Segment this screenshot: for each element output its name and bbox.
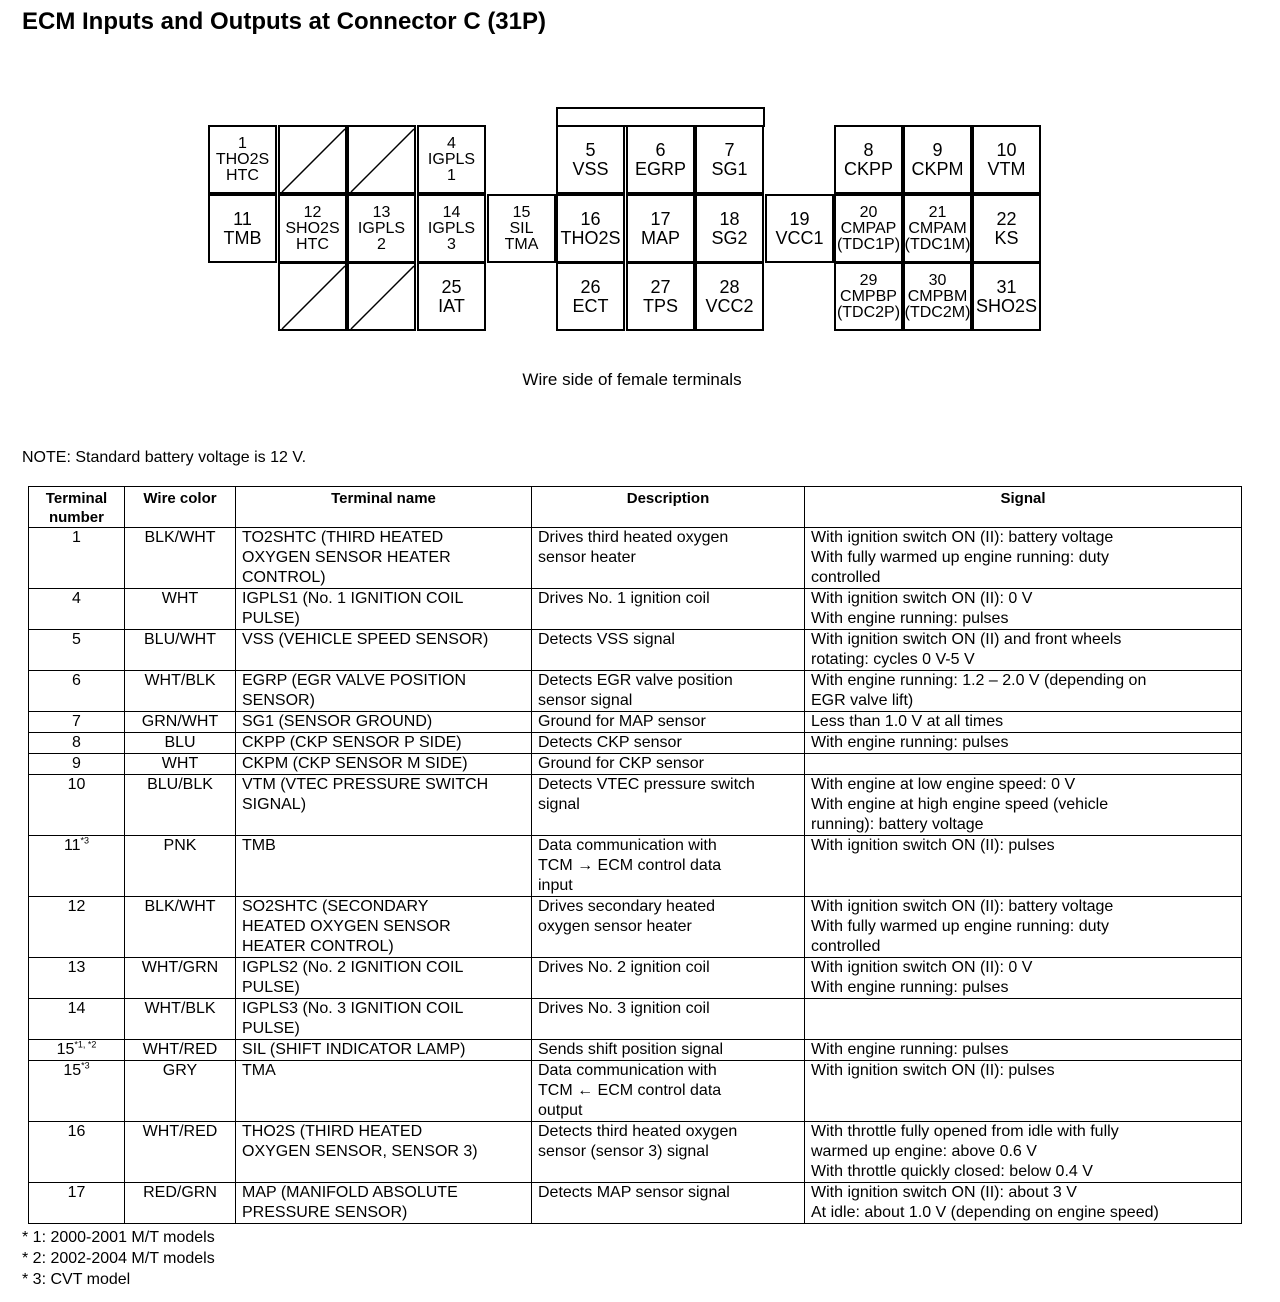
table-row	[29, 999, 1242, 1040]
cell-signal	[805, 528, 1242, 589]
terminal-table	[28, 486, 1242, 1224]
connector-blank-cell	[278, 125, 347, 194]
terminal-number: 13	[372, 203, 391, 221]
cell-wire-color: WHT/BLK	[125, 671, 236, 712]
terminal-number-value: 4	[72, 590, 81, 607]
cell-signal	[805, 589, 1242, 630]
cell-signal	[805, 630, 1242, 671]
terminal-label: SHO2S	[975, 295, 1038, 316]
terminal-number-value: 17	[67, 1184, 86, 1201]
cell-signal	[805, 733, 1242, 754]
cell-wire-color: BLK/WHT	[125, 897, 236, 958]
cell-line: With engine at high engine speed (vehicle	[811, 796, 1109, 813]
cell-wire-color: WHT/RED	[125, 1040, 236, 1061]
terminal-number: 9	[932, 139, 943, 160]
cell-terminal-number	[29, 671, 125, 712]
header-signal: Signal	[805, 487, 1242, 528]
cell-line: IGPLS3 (No. 3 IGNITION COIL	[242, 1000, 464, 1017]
cell-terminal-name	[236, 1061, 532, 1122]
terminal-number: 12	[303, 203, 322, 221]
connector-terminal-20	[834, 194, 903, 263]
table-row	[29, 754, 1242, 775]
diagonal-slash-icon	[349, 264, 416, 331]
cell-signal	[805, 671, 1242, 712]
table-row	[29, 775, 1242, 836]
terminal-label: CMPAP (TDC1P)	[836, 219, 901, 253]
cell-line: SIGNAL)	[242, 796, 307, 813]
cell-signal	[805, 754, 1242, 775]
footnote-marker: *3	[81, 1060, 90, 1071]
cell-terminal-name	[236, 1040, 532, 1061]
connector-terminal-25	[417, 262, 486, 331]
connector-terminal-27	[626, 262, 695, 331]
cell-description	[532, 754, 805, 775]
terminal-number-value: 15	[56, 1041, 75, 1058]
cell-terminal-name	[236, 630, 532, 671]
terminal-number: 14	[442, 203, 461, 221]
cell-terminal-name	[236, 958, 532, 999]
cell-wire-color: BLU/WHT	[125, 630, 236, 671]
terminal-label: VCC2	[705, 295, 754, 316]
terminal-number: 1	[238, 134, 247, 152]
cell-line: TMA	[242, 1062, 276, 1079]
terminal-label: SG1	[711, 158, 748, 179]
cell-line: OXYGEN SENSOR HEATER	[242, 549, 451, 566]
table-row	[29, 1122, 1242, 1183]
cell-line: At idle: about 1.0 V (depending on engine speed)	[811, 1204, 1159, 1221]
table-row	[29, 712, 1242, 733]
terminal-number: 31	[996, 276, 1017, 297]
cell-line: With ignition switch ON (II): battery voltage	[811, 529, 1114, 546]
cell-line: running): battery voltage	[811, 816, 984, 833]
terminal-label: SHO2S HTC	[285, 219, 340, 253]
table-row	[29, 630, 1242, 671]
terminal-label: EGRP	[634, 158, 686, 179]
connector-terminal-10	[972, 125, 1041, 194]
terminal-label: IGPLS 3	[427, 219, 476, 253]
connector-terminal-11	[208, 194, 277, 263]
terminal-label: SG2	[711, 227, 748, 248]
terminal-number-value: 6	[72, 672, 81, 689]
cell-line: PULSE)	[242, 979, 300, 996]
terminal-label: KS	[994, 227, 1019, 248]
cell-line: sensor (sensor 3) signal	[538, 1143, 709, 1160]
connector-terminal-5	[556, 125, 625, 194]
cell-terminal-name	[236, 754, 532, 775]
cell-signal	[805, 775, 1242, 836]
footnote: * 3: CVT model	[22, 1271, 131, 1288]
terminal-number-value: 7	[72, 713, 81, 730]
cell-terminal-number	[29, 958, 125, 999]
cell-line: SENSOR)	[242, 692, 315, 709]
cell-line: oxygen sensor heater	[538, 918, 692, 935]
connector-terminal-14	[417, 194, 486, 263]
cell-terminal-number	[29, 897, 125, 958]
cell-line: MAP (MANIFOLD ABSOLUTE	[242, 1184, 458, 1201]
header-wire-color: Wire color	[125, 487, 236, 528]
diagonal-slash-icon	[280, 264, 347, 331]
cell-signal	[805, 1040, 1242, 1061]
cell-line: TCM ← ECM control data	[538, 1082, 722, 1099]
footnotes	[22, 1227, 215, 1290]
cell-line: CKPP (CKP SENSOR P SIDE)	[242, 734, 462, 751]
table-row	[29, 528, 1242, 589]
cell-line: CONTROL)	[242, 569, 326, 586]
terminal-label: VSS	[572, 158, 609, 179]
terminal-label: VCC1	[775, 227, 824, 248]
cell-wire-color: WHT	[125, 589, 236, 630]
diagonal-slash-icon	[280, 127, 347, 194]
connector-terminal-6	[626, 125, 695, 194]
cell-terminal-number	[29, 1040, 125, 1061]
cell-terminal-number	[29, 775, 125, 836]
cell-wire-color: WHT/RED	[125, 1122, 236, 1183]
cell-terminal-name	[236, 733, 532, 754]
connector-blank-cell	[278, 262, 347, 331]
cell-description	[532, 733, 805, 754]
cell-description	[532, 1122, 805, 1183]
terminal-number: 6	[655, 139, 666, 160]
cell-description	[532, 671, 805, 712]
cell-signal	[805, 836, 1242, 897]
cell-line: PULSE)	[242, 1020, 300, 1037]
cell-signal	[805, 1183, 1242, 1224]
cell-line: rotating: cycles 0 V-5 V	[811, 651, 975, 668]
terminal-label: CKPM	[911, 158, 964, 179]
connector-terminal-21	[903, 194, 972, 263]
footnote: * 1: 2000-2001 M/T models	[22, 1229, 215, 1246]
cell-line: CKPM (CKP SENSOR M SIDE)	[242, 755, 468, 772]
table-row	[29, 1061, 1242, 1122]
terminal-label: MAP	[640, 227, 680, 248]
header-terminal-number: Terminal number	[29, 487, 125, 528]
cell-line: With engine running: 1.2 – 2.0 V (depending on	[811, 672, 1147, 689]
cell-line: Data communication with	[538, 837, 717, 854]
cell-line: With fully warmed up engine running: duty	[811, 918, 1109, 935]
cell-wire-color: GRN/WHT	[125, 712, 236, 733]
cell-terminal-name	[236, 775, 532, 836]
terminal-number: 20	[859, 203, 878, 221]
terminal-number: 21	[928, 203, 947, 221]
cell-line: sensor heater	[538, 549, 636, 566]
cell-description	[532, 630, 805, 671]
header-terminal-name: Terminal name	[236, 487, 532, 528]
connector-caption: Wire side of female terminals	[522, 370, 742, 389]
cell-wire-color: WHT/GRN	[125, 958, 236, 999]
cell-terminal-name	[236, 1122, 532, 1183]
table-row	[29, 836, 1242, 897]
connector-terminal-29	[834, 262, 903, 331]
cell-line: With engine running: pulses	[811, 979, 1009, 996]
cell-line: PRESSURE SENSOR)	[242, 1204, 408, 1221]
cell-line: SG1 (SENSOR GROUND)	[242, 713, 433, 730]
cell-line: With ignition switch ON (II): about 3 V	[811, 1184, 1077, 1201]
cell-line: controlled	[811, 569, 881, 586]
connector-terminal-13	[347, 194, 416, 263]
cell-signal	[805, 1122, 1242, 1183]
cell-line: VTM (VTEC PRESSURE SWITCH	[242, 776, 489, 793]
connector-terminal-7	[695, 125, 764, 194]
table-row	[29, 958, 1242, 999]
cell-description	[532, 775, 805, 836]
connector-terminal-18	[695, 194, 764, 263]
cell-line: With engine at low engine speed: 0 V	[811, 776, 1076, 793]
terminal-label: TMB	[223, 227, 262, 248]
cell-signal	[805, 999, 1242, 1040]
terminal-number: 5	[585, 139, 596, 160]
cell-terminal-number	[29, 712, 125, 733]
connector-terminal-19	[765, 194, 834, 263]
terminal-number-value: 13	[67, 959, 86, 976]
terminal-number: 22	[996, 208, 1017, 229]
terminal-number-value: 8	[72, 734, 81, 751]
connector-terminal-8	[834, 125, 903, 194]
cell-wire-color: RED/GRN	[125, 1183, 236, 1224]
footnote-marker: *1, *2	[74, 1039, 97, 1050]
cell-description	[532, 712, 805, 733]
terminal-label: CMPBM (TDC2M)	[904, 287, 971, 321]
cell-line: TMB	[242, 837, 276, 854]
cell-line: IGPLS1 (No. 1 IGNITION COIL	[242, 590, 464, 607]
cell-terminal-number	[29, 1061, 125, 1122]
cell-line: signal	[538, 796, 580, 813]
cell-signal	[805, 1061, 1242, 1122]
terminal-number: 30	[928, 271, 947, 289]
cell-line: input	[538, 877, 573, 894]
cell-description	[532, 958, 805, 999]
cell-line: With throttle fully opened from idle with fully	[811, 1123, 1119, 1140]
connector-terminal-4	[417, 125, 486, 194]
terminal-number-value: 14	[67, 1000, 86, 1017]
cell-terminal-number	[29, 589, 125, 630]
terminal-number: 15	[512, 203, 531, 221]
cell-line: Ground for MAP sensor	[538, 713, 706, 730]
cell-line: Drives third heated oxygen	[538, 529, 729, 546]
terminal-number: 26	[580, 276, 601, 297]
terminal-number-value: 16	[67, 1123, 86, 1140]
connector-key	[556, 107, 765, 127]
cell-line: Drives No. 3 ignition coil	[538, 1000, 710, 1017]
cell-terminal-number	[29, 1122, 125, 1183]
table-row	[29, 897, 1242, 958]
terminal-number-value: 5	[72, 631, 81, 648]
cell-line: With ignition switch ON (II): 0 V	[811, 959, 1033, 976]
connector-terminal-26	[556, 262, 625, 331]
page-title: ECM Inputs and Outputs at Connector C (31P)	[22, 8, 547, 35]
terminal-number: 25	[441, 276, 462, 297]
cell-line: Detects MAP sensor signal	[538, 1184, 730, 1201]
connector-blank-cell	[347, 125, 416, 194]
cell-line: Detects VTEC pressure switch	[538, 776, 755, 793]
terminal-number: 18	[719, 208, 740, 229]
cell-terminal-number	[29, 733, 125, 754]
terminal-label: IGPLS 2	[357, 219, 406, 253]
cell-line: With engine running: pulses	[811, 610, 1009, 627]
terminal-number-value: 1	[72, 529, 81, 546]
cell-description	[532, 1183, 805, 1224]
cell-signal	[805, 958, 1242, 999]
connector-terminal-9	[903, 125, 972, 194]
table-row	[29, 1183, 1242, 1224]
cell-line: HEATED OXYGEN SENSOR	[242, 918, 451, 935]
cell-terminal-number	[29, 999, 125, 1040]
cell-line: OXYGEN SENSOR, SENSOR 3)	[242, 1143, 478, 1160]
cell-terminal-number	[29, 528, 125, 589]
cell-line: Detects third heated oxygen	[538, 1123, 738, 1140]
terminal-number: 17	[650, 208, 671, 229]
terminal-number: 8	[863, 139, 874, 160]
terminal-number-value: 9	[72, 755, 81, 772]
cell-line: SIL (SHIFT INDICATOR LAMP)	[242, 1041, 466, 1058]
terminal-number-value: 15	[63, 1062, 82, 1079]
cell-wire-color: BLK/WHT	[125, 528, 236, 589]
diagonal-slash-icon	[349, 127, 416, 194]
terminal-label: CMPBP (TDC2P)	[836, 287, 901, 321]
table-row	[29, 1040, 1242, 1061]
table-row	[29, 733, 1242, 754]
cell-terminal-number	[29, 630, 125, 671]
terminal-number: 27	[650, 276, 671, 297]
terminal-label: THO2S	[560, 227, 621, 248]
connector-terminal-22	[972, 194, 1041, 263]
cell-line: Detects VSS signal	[538, 631, 675, 648]
cell-signal	[805, 897, 1242, 958]
cell-terminal-name	[236, 671, 532, 712]
cell-line: THO2S (THIRD HEATED	[242, 1123, 423, 1140]
cell-line: With engine running: pulses	[811, 734, 1009, 751]
terminal-label: CMPAM (TDC1M)	[904, 219, 971, 253]
cell-terminal-number	[29, 1183, 125, 1224]
terminal-label: VTM	[987, 158, 1026, 179]
cell-terminal-name	[236, 999, 532, 1040]
terminal-number: 7	[724, 139, 735, 160]
cell-line: warmed up engine: above 0.6 V	[811, 1143, 1037, 1160]
cell-line: With ignition switch ON (II) and front wheels	[811, 631, 1122, 648]
cell-wire-color: BLU	[125, 733, 236, 754]
footnote-marker: *3	[80, 835, 90, 846]
terminal-number: 16	[580, 208, 601, 229]
cell-line: With ignition switch ON (II): 0 V	[811, 590, 1033, 607]
cell-wire-color: BLU/BLK	[125, 775, 236, 836]
cell-terminal-number	[29, 836, 125, 897]
cell-description	[532, 528, 805, 589]
cell-description	[532, 836, 805, 897]
connector-terminal-30	[903, 262, 972, 331]
cell-line: Less than 1.0 V at all times	[811, 713, 1004, 730]
cell-terminal-name	[236, 836, 532, 897]
cell-line: Detects CKP sensor	[538, 734, 682, 751]
connector-terminal-17	[626, 194, 695, 263]
cell-description	[532, 1040, 805, 1061]
terminal-number: 11	[233, 208, 252, 229]
note: NOTE: Standard battery voltage is 12 V.	[22, 449, 307, 466]
footnote: * 2: 2002-2004 M/T models	[22, 1250, 215, 1267]
table-row	[29, 589, 1242, 630]
cell-line: With fully warmed up engine running: duty	[811, 549, 1109, 566]
cell-description	[532, 1061, 805, 1122]
terminal-label: ECT	[572, 295, 609, 316]
terminal-label: CKPP	[843, 158, 894, 179]
cell-line: controlled	[811, 938, 881, 955]
connector-terminal-12	[278, 194, 347, 263]
cell-line: EGRP (EGR VALVE POSITION	[242, 672, 467, 689]
terminal-label: TPS	[642, 295, 678, 316]
terminal-number: 4	[447, 134, 456, 152]
cell-line: Ground for CKP sensor	[538, 755, 705, 772]
cell-terminal-number	[29, 754, 125, 775]
cell-line: VSS (VEHICLE SPEED SENSOR)	[242, 631, 489, 648]
cell-description	[532, 999, 805, 1040]
cell-signal	[805, 712, 1242, 733]
connector-terminal-1	[208, 125, 277, 194]
cell-line: EGR valve lift)	[811, 692, 914, 709]
connector-terminal-31	[972, 262, 1041, 331]
cell-line: Data communication with	[538, 1062, 717, 1079]
connector-terminal-16	[556, 194, 625, 263]
table-header-row	[29, 487, 1242, 528]
cell-wire-color: PNK	[125, 836, 236, 897]
cell-wire-color: WHT	[125, 754, 236, 775]
cell-line: TCM → ECM control data	[538, 857, 722, 874]
terminal-number: 29	[859, 271, 878, 289]
terminal-label: IGPLS 1	[427, 150, 476, 184]
cell-line: With ignition switch ON (II): battery voltage	[811, 898, 1114, 915]
cell-line: With ignition switch ON (II): pulses	[811, 837, 1055, 854]
cell-line: With ignition switch ON (II): pulses	[811, 1062, 1055, 1079]
cell-line: With engine running: pulses	[811, 1041, 1009, 1058]
cell-line: TO2SHTC (THIRD HEATED	[242, 529, 444, 546]
cell-terminal-name	[236, 589, 532, 630]
cell-line: With throttle quickly closed: below 0.4 V	[811, 1163, 1093, 1180]
cell-terminal-name	[236, 528, 532, 589]
cell-line: PULSE)	[242, 610, 300, 627]
connector-terminal-15	[487, 194, 556, 263]
cell-wire-color: WHT/BLK	[125, 999, 236, 1040]
cell-terminal-name	[236, 1183, 532, 1224]
cell-line: output	[538, 1102, 583, 1119]
connector-terminal-28	[695, 262, 764, 331]
cell-line: SO2SHTC (SECONDARY	[242, 898, 429, 915]
cell-terminal-name	[236, 897, 532, 958]
terminal-label: IAT	[438, 295, 465, 316]
cell-line: Drives No. 2 ignition coil	[538, 959, 710, 976]
terminal-label: SIL TMA	[504, 219, 539, 253]
cell-terminal-name	[236, 712, 532, 733]
terminal-number-value: 10	[67, 776, 86, 793]
cell-line: Detects EGR valve position	[538, 672, 733, 689]
connector-blank-cell	[347, 262, 416, 331]
connector-diagram	[0, 0, 1280, 340]
cell-wire-color: GRY	[125, 1061, 236, 1122]
cell-line: Drives secondary heated	[538, 898, 715, 915]
cell-line: Drives No. 1 ignition coil	[538, 590, 710, 607]
cell-line: HEATER CONTROL)	[242, 938, 394, 955]
terminal-number-value: 11	[63, 837, 81, 854]
table-row	[29, 671, 1242, 712]
terminal-number-value: 12	[67, 898, 86, 915]
cell-description	[532, 897, 805, 958]
cell-line: sensor signal	[538, 692, 633, 709]
cell-line: IGPLS2 (No. 2 IGNITION COIL	[242, 959, 464, 976]
header-description: Description	[532, 487, 805, 528]
terminal-number: 19	[789, 208, 810, 229]
cell-description	[532, 589, 805, 630]
terminal-number: 10	[996, 139, 1017, 160]
terminal-label: THO2S HTC	[215, 150, 270, 184]
terminal-number: 28	[719, 276, 740, 297]
cell-line: Sends shift position signal	[538, 1041, 723, 1058]
